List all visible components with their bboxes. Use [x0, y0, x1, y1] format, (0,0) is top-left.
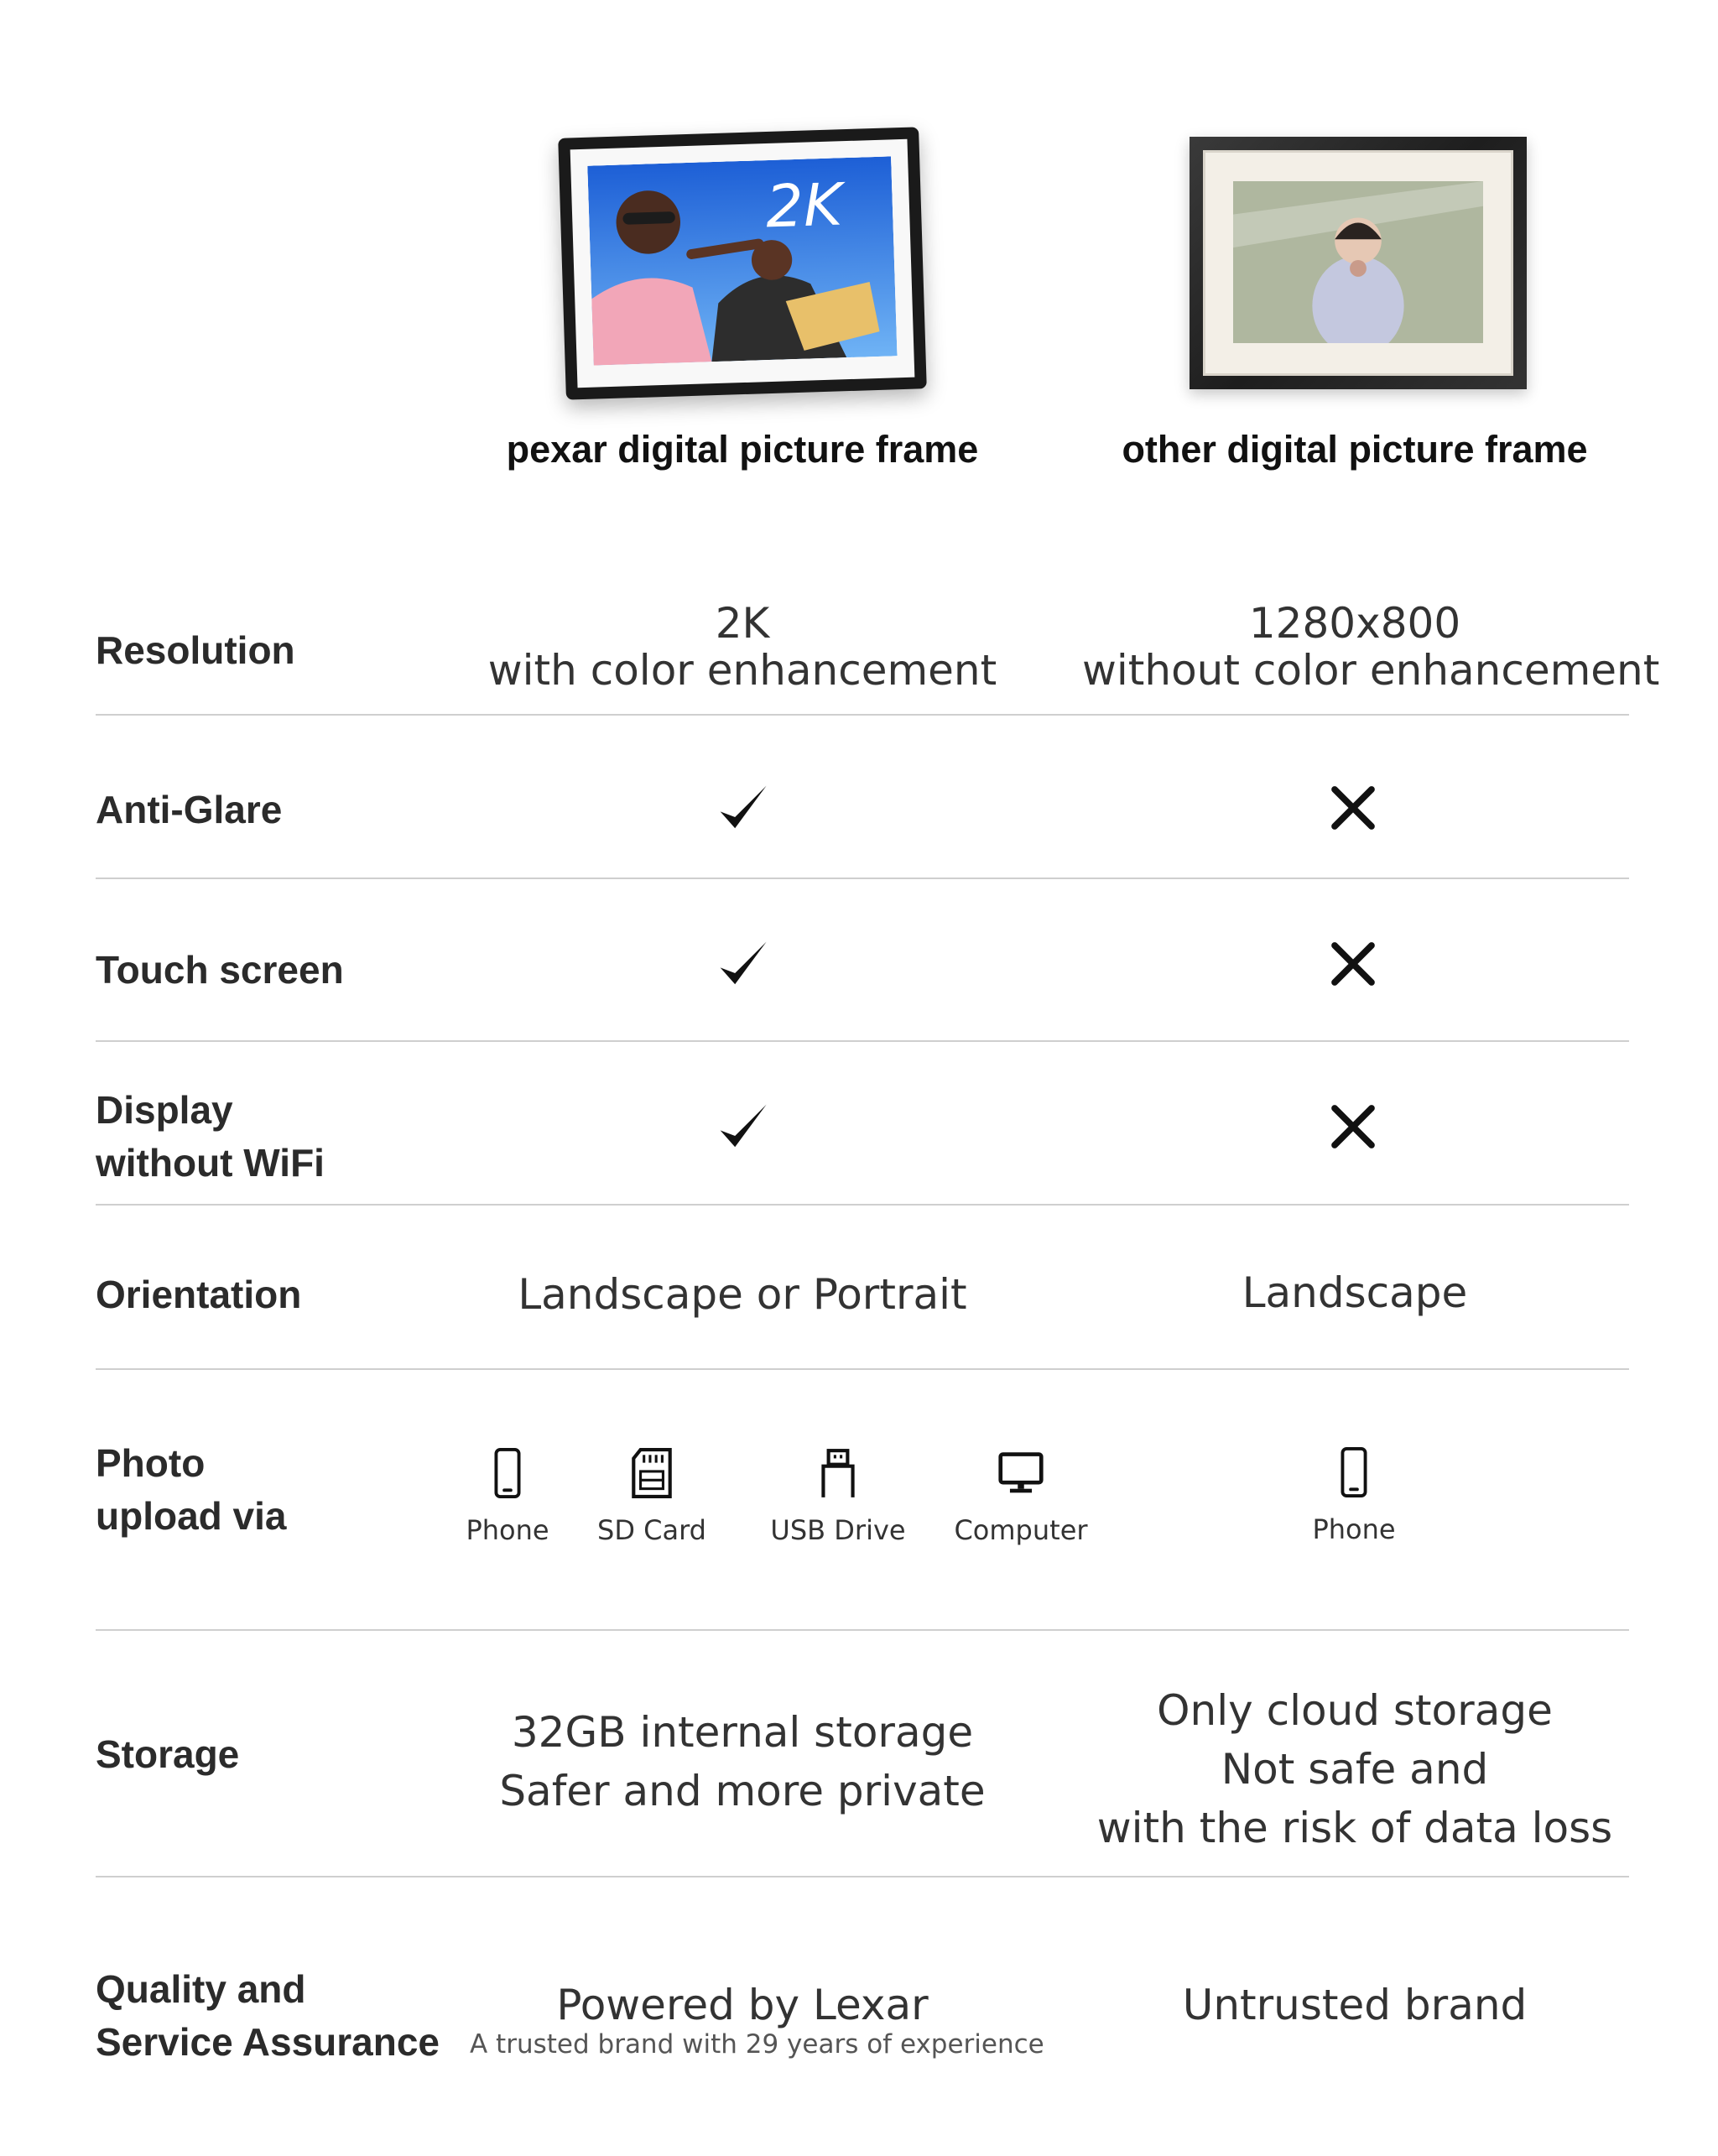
other-storage-type: Only cloud storage [1157, 1686, 1553, 1735]
other-orientation: Landscape [1242, 1268, 1468, 1317]
upload-option-usb-drive [754, 1447, 922, 1546]
other-resolution-value: 1280x800 [1248, 599, 1461, 648]
other-storage [1082, 1681, 1627, 1857]
cross-icon [1325, 936, 1381, 992]
upload-option-computer [937, 1447, 1105, 1546]
pexar-resolution [470, 600, 1015, 694]
other-quality: Untrusted brand [1182, 1981, 1528, 2029]
computer-icon [997, 1447, 1044, 1499]
touch-screen-label: Touch screen [96, 948, 344, 992]
row-divider [96, 714, 1629, 716]
upload-option-label: SD Card [597, 1514, 706, 1546]
display-without-wifi-label-line2: without WiFi [96, 1141, 325, 1185]
row-divider [96, 1040, 1629, 1042]
pexar-orientation: Landscape or Portrait [518, 1270, 967, 1319]
other-upload-option-phone [1270, 1446, 1438, 1545]
other-storage-note1: Not safe and [1221, 1745, 1489, 1794]
photo-upload-label-line2: upload via [96, 1494, 287, 1538]
pexar-quality-note: A trusted brand with 29 years of experience [470, 2029, 1044, 2060]
checkmark-icon [715, 1099, 770, 1154]
resolution-label: Resolution [96, 628, 295, 672]
display-without-wifi-label [96, 1084, 325, 1190]
row-divider [96, 1368, 1629, 1370]
pexar-quality [470, 1981, 1044, 2060]
cross-icon [1325, 1099, 1381, 1154]
row-divider [96, 1876, 1629, 1877]
storage-label: Storage [96, 1732, 240, 1776]
row-divider [96, 878, 1629, 879]
pexar-resolution-note: with color enhancement [487, 646, 997, 695]
orientation-label: Orientation [96, 1273, 302, 1316]
other-frame-photo [1233, 181, 1483, 343]
phone-icon [1330, 1446, 1377, 1498]
usb-drive-icon [815, 1447, 862, 1499]
other-frame-image [1190, 137, 1527, 389]
sd-card-icon [628, 1447, 675, 1499]
upload-option-label: Phone [466, 1514, 549, 1546]
upload-option-phone [424, 1447, 591, 1546]
pexar-column-title: pexar digital picture frame [506, 428, 979, 471]
phone-icon [484, 1447, 531, 1499]
pexar-2k-badge: 2K [764, 171, 844, 242]
anti-glare-label: Anti-Glare [96, 788, 283, 831]
quality-label-line1: Quality and [96, 1967, 306, 2011]
other-resolution-note: without color enhancement [1082, 646, 1660, 695]
pexar-storage-note: Safer and more private [499, 1767, 986, 1815]
other-resolution [1082, 599, 1660, 695]
photo-upload-label-line1: Photo [96, 1441, 206, 1485]
row-divider [96, 1629, 1629, 1631]
pexar-storage [470, 1703, 1015, 1820]
pexar-storage-capacity: 32GB internal storage [511, 1708, 974, 1757]
cross-icon [1325, 780, 1381, 836]
other-column-title: other digital picture frame [1122, 428, 1588, 471]
pexar-resolution-value: 2K [715, 599, 770, 648]
display-without-wifi-label-line1: Display [96, 1088, 233, 1132]
pexar-frame-photo [587, 156, 897, 365]
pexar-frame-image [558, 127, 927, 399]
other-storage-note2: with the risk of data loss [1096, 1804, 1613, 1852]
photo-upload-label [96, 1437, 286, 1543]
pexar-quality-brand: Powered by Lexar [556, 1981, 929, 2029]
quality-label [96, 1963, 440, 2069]
upload-option-label: Computer [954, 1514, 1088, 1546]
row-divider [96, 1204, 1629, 1206]
quality-label-line2: Service Assurance [96, 2020, 440, 2064]
upload-option-label: USB Drive [770, 1514, 906, 1546]
checkmark-icon [715, 780, 770, 836]
upload-option-sd-card [568, 1447, 736, 1546]
upload-option-label: Phone [1312, 1513, 1396, 1545]
checkmark-icon [715, 936, 770, 992]
